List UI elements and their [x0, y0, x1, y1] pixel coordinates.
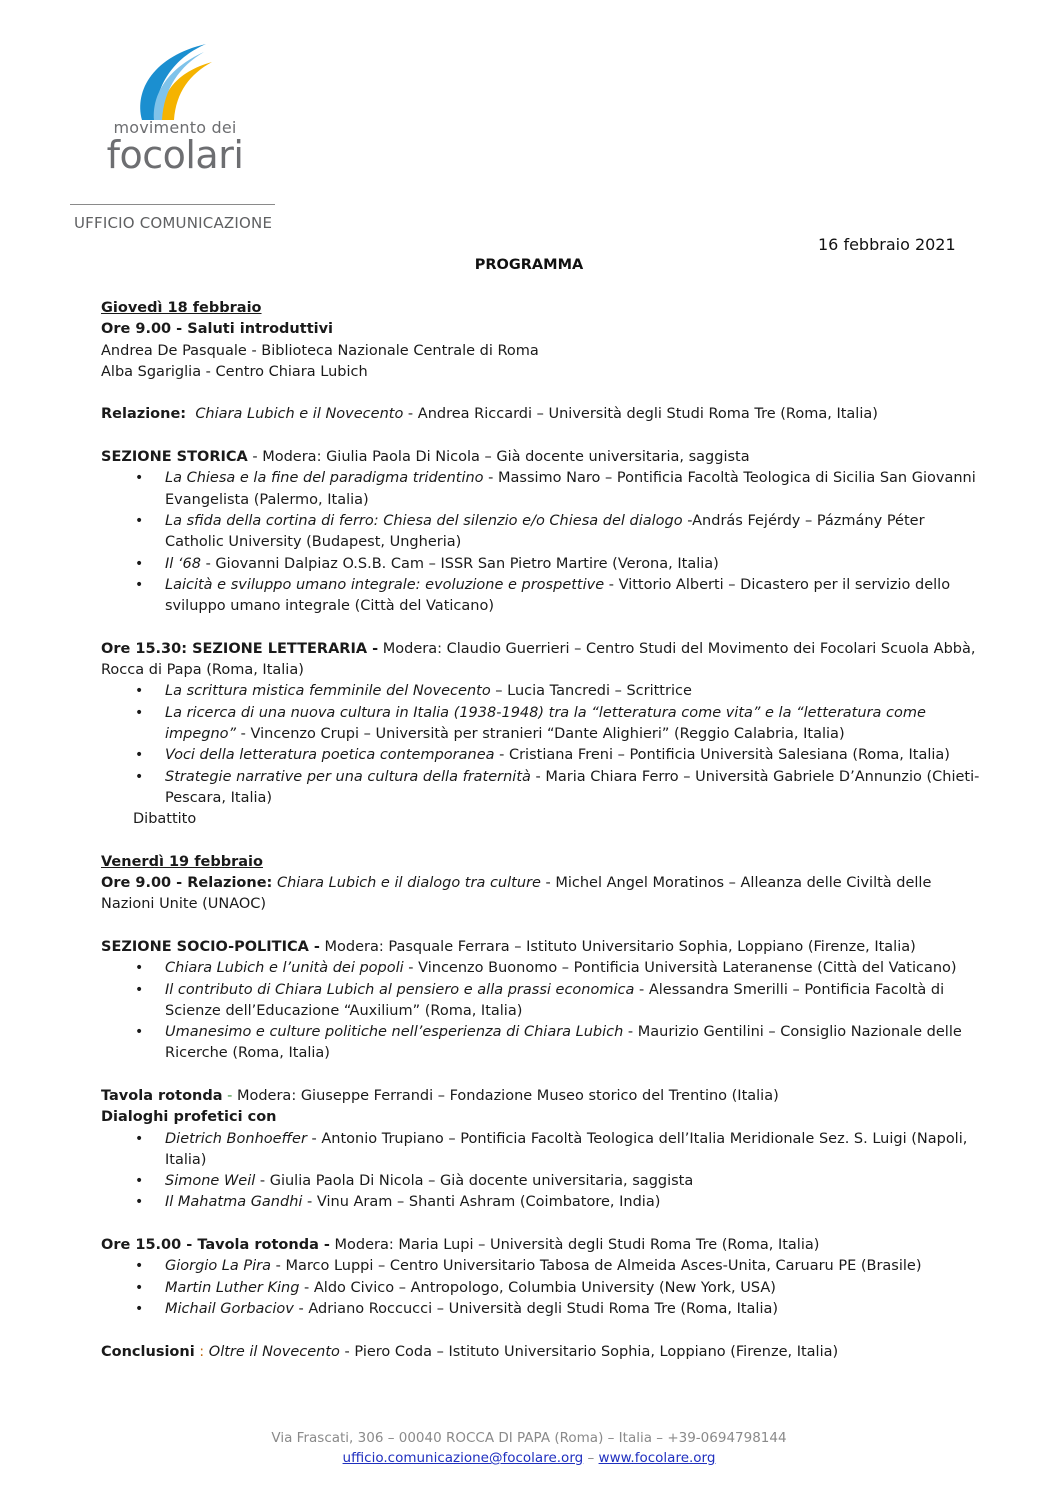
section-storica-list	[101, 468, 981, 617]
footer-address: Via Frascati, 306 – 00040 ROCCA DI PAPA (Roma) – Italia – +39-0694798144	[271, 1430, 787, 1446]
list-item: • La sfida della cortina di ferro: Chiesa del silenzio e/o Chiesa del dialogo -András Fejérdy – Pázmány Péter Catholic University (Budapest, Ungheria)	[165, 511, 981, 554]
list-item: • Strategie narrative per una cultura della fraternità - Maria Chiara Ferro – Università Gabriele D’Annunzio (Chieti-Pescara, Italia)	[165, 767, 981, 810]
programme-body	[101, 298, 981, 1363]
day1-opening: Ore 9.00 - Saluti introduttivi	[101, 321, 334, 338]
list-item: • La scrittura mistica femminile del Novecento – Lucia Tancredi – Scrittrice	[165, 681, 981, 702]
section-letteraria-heading: Ore 15.30: SEZIONE LETTERARIA - Modera: Claudio Guerrieri – Centro Studi del Movimento dei Focolari Scuola Abbà, Rocca di Papa (Roma, Italia)	[101, 640, 976, 679]
debate-label: Dibattito	[133, 811, 197, 828]
list-item: • Umanesimo e culture politiche nell’esperienza di Chiara Lubich - Maurizio Gentilini – Consiglio Nazionale delle Ricerche (Roma, Italia)	[165, 1022, 981, 1065]
list-item: • Il ‘68 - Giovanni Dalpiaz O.S.B. Cam – ISSR San Pietro Martire (Verona, Italia)	[165, 554, 981, 575]
list-item: • Michail Gorbaciov - Adriano Roccucci – Università degli Studi Roma Tre (Roma, Italia)	[165, 1299, 981, 1320]
website-link[interactable]: www.focolare.org	[598, 1450, 716, 1466]
roundtable1-subheading: Dialoghi profetici con	[101, 1109, 277, 1126]
footer-links: ufficio.comunicazione@focolare.org – www.focolare.org	[342, 1450, 716, 1466]
header-divider	[70, 204, 275, 205]
day1-keynote: Relazione: Chiara Lubich e il Novecento - Andrea Riccardi – Università degli Studi Roma Tre (Roma, Italia)	[101, 406, 878, 423]
email-link[interactable]: ufficio.comunicazione@focolare.org	[342, 1450, 584, 1466]
focolari-logo-icon	[132, 42, 214, 122]
roundtable1-heading: Tavola rotonda - Modera: Giuseppe Ferrandi – Fondazione Museo storico del Trentino (Italia)	[101, 1087, 779, 1104]
roundtable1-list	[101, 1129, 981, 1214]
list-item: • Il Mahatma Gandhi - Vinu Aram – Shanti Ashram (Coimbatore, India)	[165, 1192, 981, 1213]
list-item: • Giorgio La Pira - Marco Luppi – Centro Universitario Tabosa de Almeida Asces-Unita, Caruaru PE (Brasile)	[165, 1256, 981, 1277]
conclusion-line: Conclusioni : Oltre il Novecento - Piero Coda – Istituto Universitario Sophia, Loppiano (Firenze, Italia)	[101, 1343, 839, 1360]
section-storica-heading: SEZIONE STORICA - Modera: Giulia Paola Di Nicola – Già docente universitaria, saggista	[101, 449, 750, 466]
list-item: • Il contributo di Chiara Lubich al pensiero e alla prassi economica - Alessandra Smerilli – Pontificia Facoltà di Scienze dell’Educazione “Auxilium” (Roma, Italia)	[165, 980, 981, 1023]
day2-keynote: Ore 9.00 - Relazione: Chiara Lubich e il dialogo tra culture - Michel Angel Moratinos – Alleanza delle Civiltà delle Nazioni Unite (UNAOC)	[101, 875, 932, 913]
document-title: PROGRAMMA	[474, 257, 584, 273]
list-item: • La Chiesa e la fine del paradigma tridentino - Massimo Naro – Pontificia Facoltà Teologica di Sicilia San Giovanni Evangelista (Palermo, Italia)	[165, 468, 981, 511]
list-item: • Chiara Lubich e l’unità dei popoli - Vincenzo Buonomo – Pontificia Università Lateranense (Città del Vaticano)	[165, 958, 981, 979]
list-item: • La ricerca di una nuova cultura in Italia (1938-1948) tra la “letteratura come vita” e la “letteratura come impegno” - Vincenzo Crupi – Università per stranieri “Dante Alighieri” (Reggio Calabria, Italia)	[165, 703, 981, 746]
brand-subtitle: movimento dei	[113, 118, 237, 137]
office-name: UFFICIO COMUNICAZIONE	[74, 214, 273, 232]
list-item: • Dietrich Bonhoeffer - Antonio Trupiano – Pontificia Facoltà Teologica dell’Italia Meridionale Sez. S. Luigi (Napoli, Italia)	[165, 1129, 981, 1172]
document-date: 16 febbraio 2021	[818, 235, 956, 254]
brand-name: focolari	[106, 133, 244, 177]
roundtable2-list	[101, 1256, 981, 1320]
list-item: • Laicità e sviluppo umano integrale: evoluzione e prospettive - Vittorio Alberti – Dicastero per il servizio dello sviluppo umano integrale (Città del Vaticano)	[165, 575, 981, 618]
list-item: • Simone Weil - Giulia Paola Di Nicola – Già docente universitaria, saggista	[165, 1171, 981, 1192]
list-item: • Martin Luther King - Aldo Civico – Antropologo, Columbia University (New York, USA)	[165, 1278, 981, 1299]
day1-heading: Giovedì 18 febbraio	[101, 300, 262, 316]
section-letteraria-list	[101, 681, 981, 809]
list-item: • Voci della letteratura poetica contemporanea - Cristiana Freni – Pontificia Università Salesiana (Roma, Italia)	[165, 745, 981, 766]
section-sociopolitica-heading: SEZIONE SOCIO-POLITICA - Modera: Pasquale Ferrara – Istituto Universitario Sophia, Loppiano (Firenze, Italia)	[101, 938, 916, 955]
day2-heading: Venerdì 19 febbraio	[101, 853, 263, 870]
greeting-line: Andrea De Pasquale - Biblioteca Nazionale Centrale di Roma	[101, 342, 539, 359]
section-sociopolitica-list	[101, 958, 981, 1064]
page-footer	[0, 1428, 1058, 1468]
roundtable2-heading: Ore 15.00 - Tavola rotonda - Modera: Maria Lupi – Università degli Studi Roma Tre (Roma, Italia)	[101, 1237, 820, 1254]
greeting-line: Alba Sgariglia - Centro Chiara Lubich	[101, 363, 368, 380]
